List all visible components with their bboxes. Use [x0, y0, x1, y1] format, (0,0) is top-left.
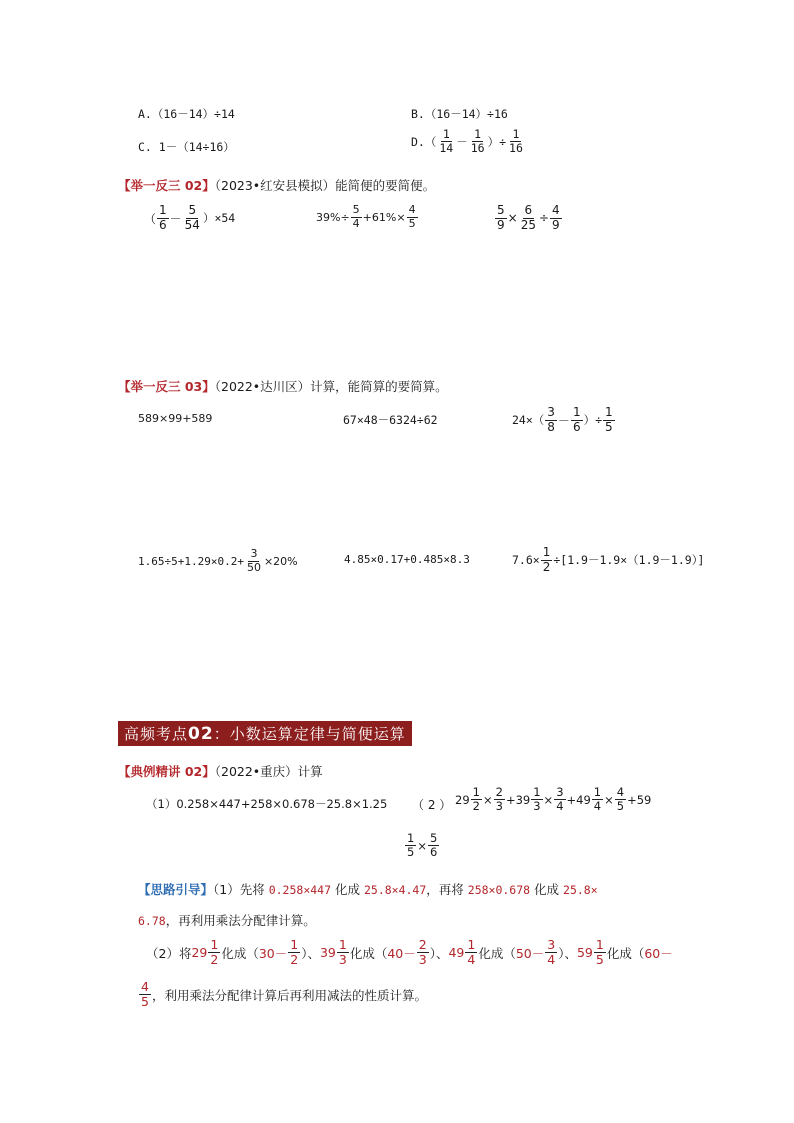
operator: ）÷: [487, 134, 507, 149]
fraction: [550, 204, 562, 233]
denominator: 3: [418, 952, 427, 968]
denominator: 2: [210, 952, 219, 968]
example-part-2-continued: [404, 832, 440, 859]
numerator: 6: [524, 203, 533, 217]
operator: ×: [507, 211, 518, 226]
numerator: 4: [552, 203, 560, 217]
expression-part: 1.65÷5+1.29×0.2+: [138, 554, 244, 568]
hint-text: 化成（: [349, 945, 388, 961]
numerator: 3: [547, 405, 555, 419]
denominator: 5: [605, 419, 613, 434]
fraction: [437, 128, 455, 155]
fraction: [337, 938, 349, 968]
numerator: 1: [338, 937, 347, 952]
numerator: 1: [474, 127, 482, 141]
numerator: 1: [407, 831, 415, 845]
operator: ×: [417, 838, 427, 853]
operator: ×: [482, 792, 493, 807]
expression-part: 39%÷: [316, 210, 350, 224]
operator: ÷: [538, 211, 550, 226]
denominator: 8: [547, 419, 555, 434]
denominator: 3: [533, 799, 541, 814]
numerator: 1: [572, 405, 581, 419]
example-part-2: [455, 786, 651, 813]
hint-text: ）、: [301, 945, 320, 961]
numerator: 5: [429, 831, 438, 845]
fraction: [541, 546, 553, 575]
choice-b: B.（16－14）÷16: [411, 107, 508, 121]
numerator: 2: [418, 937, 427, 952]
numerator: 1: [512, 127, 520, 141]
denominator: 16: [470, 141, 485, 156]
q2-tag: 【举一反三 02】: [118, 178, 215, 193]
example-part-1: （1）0.258×447+258×0.678－25.8×1.25: [146, 797, 388, 811]
example-part-2-label: （ 2 ）: [412, 798, 452, 812]
mixed-number: [191, 938, 221, 968]
fraction: [495, 204, 507, 233]
hint-highlight: 60－: [644, 945, 673, 961]
denominator: 5: [616, 799, 625, 814]
fraction: [157, 204, 169, 233]
q3-expression-4: [138, 548, 298, 574]
fraction: [465, 938, 477, 968]
q2-heading: [118, 176, 435, 194]
hint-highlight: 50－: [515, 945, 545, 961]
numerator: 1: [533, 785, 541, 799]
denominator: 3: [338, 952, 347, 968]
denominator: 3: [495, 799, 503, 814]
hint-line-1: [138, 880, 598, 898]
section-banner: [118, 721, 412, 746]
whole: 59: [576, 945, 593, 961]
banner-number: 02: [188, 724, 214, 744]
numerator: 1: [593, 785, 602, 799]
fraction: [603, 406, 615, 435]
hint-highlight: 6.78: [138, 914, 166, 928]
denominator: 5: [141, 994, 149, 1010]
expression-part: +61%×: [362, 210, 406, 224]
whole: 39: [319, 945, 336, 961]
fraction: [545, 938, 557, 968]
operator: －: [456, 134, 468, 149]
hint-highlight: 0.258×447: [268, 883, 332, 897]
numerator: 3: [556, 785, 564, 799]
fraction: [507, 128, 525, 155]
numerator: 1: [210, 937, 219, 952]
fraction: [245, 548, 263, 574]
hint-text: 化成（: [478, 945, 516, 961]
operator: ×: [604, 792, 614, 807]
q3-expression-6: [512, 546, 704, 575]
numerator: 4: [408, 203, 416, 216]
q3-expression-3: [512, 406, 616, 435]
numerator: 2: [495, 785, 503, 799]
hint-text: 化成: [331, 882, 364, 897]
expression-part: 24×（: [512, 413, 545, 428]
fraction: [494, 786, 505, 813]
q3-tag: 【举一反三 03】: [118, 379, 215, 394]
hint-text: 化成（: [221, 945, 259, 961]
fraction: [571, 406, 583, 435]
q2-expression-1: [144, 204, 235, 233]
fraction: [351, 204, 362, 230]
numerator: 1: [605, 405, 613, 419]
expression-part: ×20%: [263, 554, 298, 568]
denominator: 2: [290, 952, 299, 968]
mixed-number: [448, 938, 478, 968]
fraction: [592, 786, 603, 813]
expression-part: 7.6×: [512, 553, 540, 568]
hint-line-4: [138, 980, 427, 1010]
choice-c: C. 1－（14÷16）: [138, 140, 235, 154]
denominator: 4: [352, 216, 360, 230]
numerator: 5: [497, 203, 505, 217]
denominator: 54: [184, 217, 200, 232]
fraction: [594, 938, 606, 968]
banner-title: ：小数运算定律与简便运算: [213, 725, 406, 743]
example-heading: [118, 762, 323, 780]
numerator: 1: [442, 127, 450, 141]
hint-text: ，利用乘法分配律计算后再利用减法的性质计算。: [151, 987, 427, 1003]
fraction: [545, 406, 557, 435]
hint-text: 化成: [530, 882, 564, 897]
whole: 29: [191, 945, 208, 961]
mixed-number: [320, 938, 350, 968]
hint-highlight: 30－: [258, 945, 288, 961]
hint-text: （2）将: [146, 945, 192, 961]
numerator: 1: [542, 545, 551, 559]
fraction: [139, 980, 151, 1010]
hint-line-2: [138, 911, 316, 929]
numerator: 1: [159, 203, 167, 217]
hint-text: ）、: [429, 945, 449, 961]
fraction: [407, 204, 418, 230]
fraction: [519, 204, 538, 233]
example-tag: 【典例精讲 02】: [118, 764, 215, 779]
q3-heading: [118, 377, 448, 395]
denominator: 9: [497, 217, 505, 232]
numerator: 4: [616, 785, 625, 799]
hint-line-3: [146, 938, 673, 968]
numerator: 5: [352, 203, 360, 216]
q3-text: （2022•达川区）计算，能简算的要简算。: [214, 379, 448, 394]
fraction: [428, 832, 439, 859]
denominator: 6: [159, 217, 167, 232]
fraction: [288, 938, 300, 968]
hint-label: 【思路引导】: [138, 882, 214, 897]
hint-text: ，再将: [426, 882, 468, 897]
expression-part: ）÷: [583, 413, 603, 428]
denominator: 6: [572, 419, 581, 434]
q2-expression-3: [494, 204, 563, 233]
whole: 49: [448, 945, 465, 961]
q3-expression-2: 67×48－6324÷62: [343, 413, 438, 427]
numerator: 4: [141, 979, 149, 994]
hint-highlight: 25.8×: [563, 883, 598, 897]
denominator: 16: [509, 141, 523, 156]
q3-expression-5: 4.85×0.17+0.485×8.3: [344, 553, 470, 566]
fraction: [405, 832, 416, 859]
fraction: [531, 786, 542, 813]
numerator: 3: [250, 547, 258, 560]
numerator: 1: [472, 785, 480, 799]
numerator: 5: [188, 203, 197, 217]
paren: （: [144, 211, 157, 226]
denominator: 4: [556, 799, 564, 814]
hint-text: ）、: [558, 945, 577, 961]
operator: +39: [505, 792, 531, 807]
mixed-number: [577, 938, 607, 968]
denominator: 6: [429, 845, 438, 860]
denominator: 4: [467, 952, 476, 968]
hint-highlight: 258×0.678: [467, 883, 531, 897]
fraction: [417, 938, 429, 968]
fraction: [183, 204, 202, 233]
numerator: 1: [467, 937, 476, 952]
denominator: 4: [593, 799, 602, 814]
fraction: [554, 786, 565, 813]
hint-text: （1）先将: [213, 882, 269, 897]
q2-expression-2: [316, 204, 419, 230]
denominator: 5: [408, 216, 416, 230]
choice-a: A.（16－14）÷14: [138, 107, 235, 121]
hint-highlight: 25.8×4.47: [363, 883, 427, 897]
q3-expression-1: 589×99+589: [138, 412, 213, 425]
whole: 29: [455, 792, 470, 807]
denominator: 50: [246, 560, 261, 574]
q2-text: （2023•红安县模拟）能简便的要简便。: [214, 178, 436, 193]
denominator: 5: [407, 845, 415, 860]
operator: ×: [543, 792, 554, 807]
operator: +49: [566, 792, 591, 807]
numerator: 1: [290, 937, 299, 952]
denominator: 4: [547, 952, 556, 968]
denominator: 9: [552, 217, 560, 232]
numerator: 3: [547, 937, 556, 952]
expression-tail: ）×54: [202, 211, 236, 226]
denominator: 2: [472, 799, 480, 814]
denominator: 14: [439, 141, 454, 156]
hint-text: 化成（: [606, 945, 645, 961]
fraction: [208, 938, 220, 968]
hint-highlight: 40－: [387, 945, 416, 961]
denominator: 5: [595, 952, 604, 968]
operator: －: [169, 211, 182, 226]
example-text: （2022•重庆）计算: [214, 764, 323, 779]
fraction: [469, 128, 487, 155]
fraction: [615, 786, 626, 813]
choice-d-prefix: D.（: [411, 134, 437, 149]
choice-d: [411, 128, 526, 155]
numerator: 1: [595, 937, 604, 952]
operator: +59: [627, 792, 652, 807]
fraction: [471, 786, 482, 813]
hint-text: ，再利用乘法分配律计算。: [165, 913, 316, 928]
denominator: 2: [542, 559, 551, 574]
expression-part: ÷[1.9－1.9×（1.9－1.9）]: [553, 553, 705, 568]
operator: －: [557, 413, 570, 428]
banner-prefix: 高频考点: [124, 725, 189, 743]
denominator: 25: [520, 217, 536, 232]
mixed-number: [455, 786, 483, 813]
